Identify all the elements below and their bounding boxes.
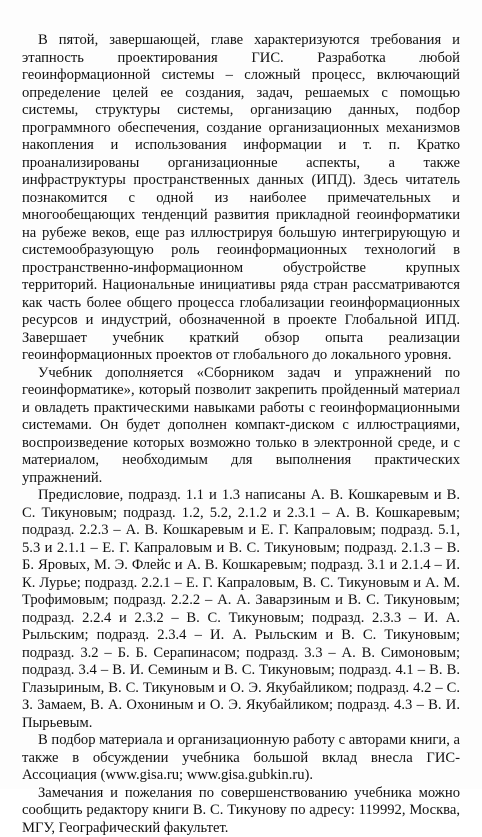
body-text [22,32,460,837]
paragraph-exercise-book: Учебник дополняется «Сборником задач и упражнений по геоинформатике», который позволит закрепить пройденный материал и овладеть практическими навыками работы с геоинформационными системами. Он будет дополнен компакт-диском с иллюстрациями, воспроизведение которых возможно только в электронной среде, и с материалом, необходимым для выполнения практических упражнений. [22,365,460,488]
paragraph-feedback: Замечания и пожелания по совершенствованию учебника можно сообщить редактору книги В. С. Тикунову по адресу: 119992, Москва, МГУ, Географический факультет. [22,785,460,837]
paragraph-authors: Предисловие, подразд. 1.1 и 1.3 написаны А. В. Кошкаревым и В. С. Тикуновым; подразд. 1.2, 5.2, 2.1.2 и 2.3.1 – А. В. Кошкаревым; подразд. 2.2.3 – А. В. Кошкаревым и Е. Г. Капраловым; подразд. 5.1, 5.3 и 2.1.1 – Е. Г. Капраловым и В. С. Тикуновым; подразд. 2.1.3 – В. Б. Яровых, М. Э. Флейс и А. В. Кошкаревым; подразд. 3.1 и 2.1.4 – И. К. Лурье; подразд. 2.2.1 – Е. Г. Капраловым, В. С. Тикуновым и А. М. Трофимовым; подразд. 2.2.2 – А. А. Заварзиным и В. С. Тикуновым; подразд. 2.2.4 и 2.3.2 – В. С. Тикуновым; подразд. 2.3.3 – И. А. Рыльским; подразд. 2.3.4 – И. А. Рыльским и В. С. Тикуновым; подразд. 3.2 – Б. Б. Серапинасом; подразд. 3.3 – А. В. Симоновым; подразд. 3.4 – В. И. Семиным и В. С. Тикуновым; подразд. 4.1 – В. В. Глазыриным, В. С. Тикуновым и О. Э. Якубайликом; подразд. 4.2 – С. З. Замаем, В. А. Охониным и О. Э. Якубайликом; подразд. 4.3 – В. И. Пырьевым. [22,487,460,732]
paragraph-chapter-five: В пятой, завершающей, главе характеризуются требования и этапность проектирования ГИС. Разработка любой геоинформационной системы – сложный процесс, включающий определение целей ее создания, задач, решаемых с помощью системы, структуры системы, организацию данных, подбор программного обеспечения, создание организационных механизмов накопления и использования информации и т. п. Кратко проанализированы организационные аспекты, а также инфраструктуры пространственных данных (ИПД). Здесь читатель познакомится с одной из наиболее примечательных и многообещающих тенденций развития прикладной геоинформатики на рубеже веков, еще раз иллюстрируя большую интегрирующую и системообразующую роль геоинформационных технологий в пространственно-информационном обустройстве крупных территорий. Национальные инициативы ряда стран рассматриваются как часть более общего процесса глобализации геоинформационных ресурсов и индустрий, обозначенной в проекте Глобальной ИПД. Завершает учебник краткий обзор опыта реализации геоинформационных проектов от глобального до локального уровня. [22,32,460,365]
paragraph-gis-association: В подбор материала и организационную работу с авторами книги, а также в обсуждении учебника большой вклад внесла ГИС-Ассоциация (www.gisa.ru; www.gisa.gubkin.ru). [22,732,460,785]
